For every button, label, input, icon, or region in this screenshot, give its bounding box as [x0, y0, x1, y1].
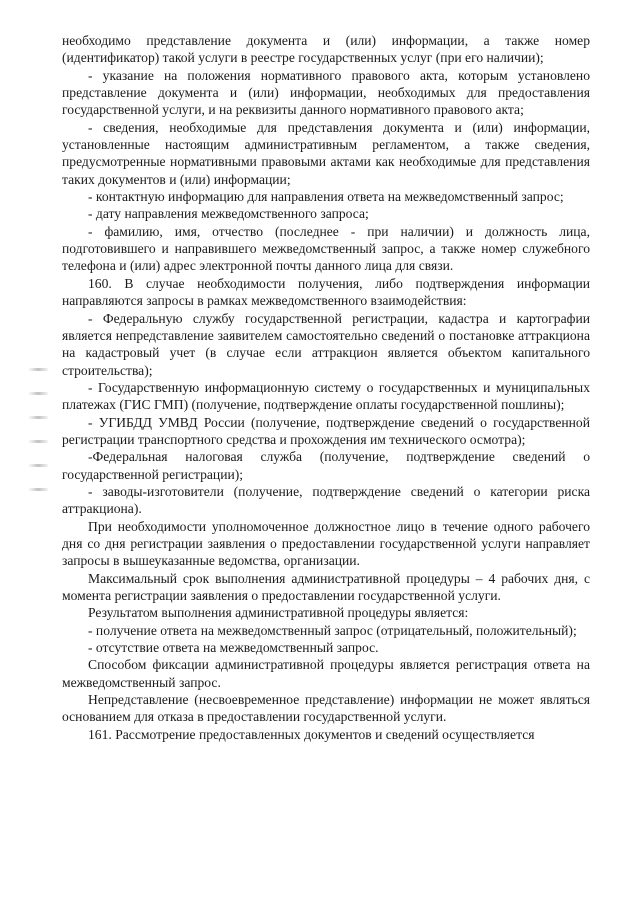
paragraph: Непредставление (несвоевременное представление) информации не может являться основанием для отказа в предоставлении государственной услуги. — [62, 692, 590, 725]
scan-mark — [28, 392, 48, 395]
paragraph: Способом фиксации административной процедуры является регистрация ответа на межведомственный запрос. — [62, 657, 590, 690]
paragraph: - дату направления межведомственного запроса; — [88, 206, 369, 222]
paragraph: 160. В случае необходимости получения, либо подтверждения информации направляются запросы в рамках межведомственного взаимодействия: — [62, 275, 590, 309]
scan-mark — [28, 416, 48, 419]
paragraph: - фамилию, имя, отчество (последнее - при наличии) и должность лица, подготовившего и направившего межведомственный запрос, а также номер служебного телефона и (или) адрес электронной почты данного лица для связи. — [62, 223, 590, 274]
scan-mark — [28, 440, 48, 443]
paragraph: - контактную информацию для направления ответа на межведомственный запрос; — [88, 189, 564, 205]
paragraph: При необходимости уполномоченное должностное лицо в течение одного рабочего дня со дня регистрации заявления о предоставлении государственной услуги направляет запросы в вышеуказанные ведомства, организации. — [62, 518, 590, 569]
scan-mark — [28, 464, 48, 467]
paragraph: Результатом выполнения административной процедуры является: — [88, 605, 469, 621]
paragraph: -Федеральная налоговая служба (получение, подтверждение сведений о государственной регистрации); — [62, 449, 590, 482]
paragraph: необходимо представление документа и (или) информации, а также номер (идентификатор) такой услуги в реестре государственных услуг (при его наличии); — [62, 33, 590, 66]
paragraph: - Государственную информационную систему о государственных и муниципальных платежах (ГИС ГМП) (получение, подтверждение оплаты государственной пошлины); — [62, 379, 590, 413]
scan-artifact-marks — [28, 368, 48, 512]
paragraph: - сведения, необходимые для представления документа и (или) информации, установленные настоящим административным регламентом, а также сведения, предусмотренные нормативными правовыми актами как необходимые для представления таких документов и (или) информации; — [62, 119, 590, 187]
paragraph: - УГИБДД УМВД России (получение, подтверждение сведений о государственной регистрации транспортного средства и прохождения им технического осмотра); — [62, 414, 590, 447]
document-page — [62, 32, 590, 743]
paragraph: - Федеральную службу государственной регистрации, кадастра и картографии является непредставление заявителем самостоятельно сведений о постановке аттракциона на кадастровый учет (в случае если аттракцион является объектом капитального строительства); — [62, 310, 590, 378]
paragraph: Максимальный срок выполнения административной процедуры – 4 рабочих дня, с момента регистрации заявления о предоставлении государственной услуги. — [62, 570, 590, 603]
scan-mark — [28, 488, 48, 491]
paragraph: - заводы-изготовители (получение, подтверждение сведений о категории риска аттракциона). — [62, 483, 590, 517]
paragraph: - указание на положения нормативного правового акта, которым установлено представление документа и (или) информации, необходимых для предоставления государственной услуги, и на реквизиты данного нормативного правового акта; — [62, 67, 590, 118]
scan-mark — [28, 368, 48, 371]
paragraph: - получение ответа на межведомственный запрос (отрицательный, положительный); — [88, 622, 577, 638]
paragraph: - отсутствие ответа на межведомственный запрос. — [88, 640, 379, 656]
paragraph: 161. Рассмотрение предоставленных документов и сведений осуществляется — [88, 726, 535, 742]
